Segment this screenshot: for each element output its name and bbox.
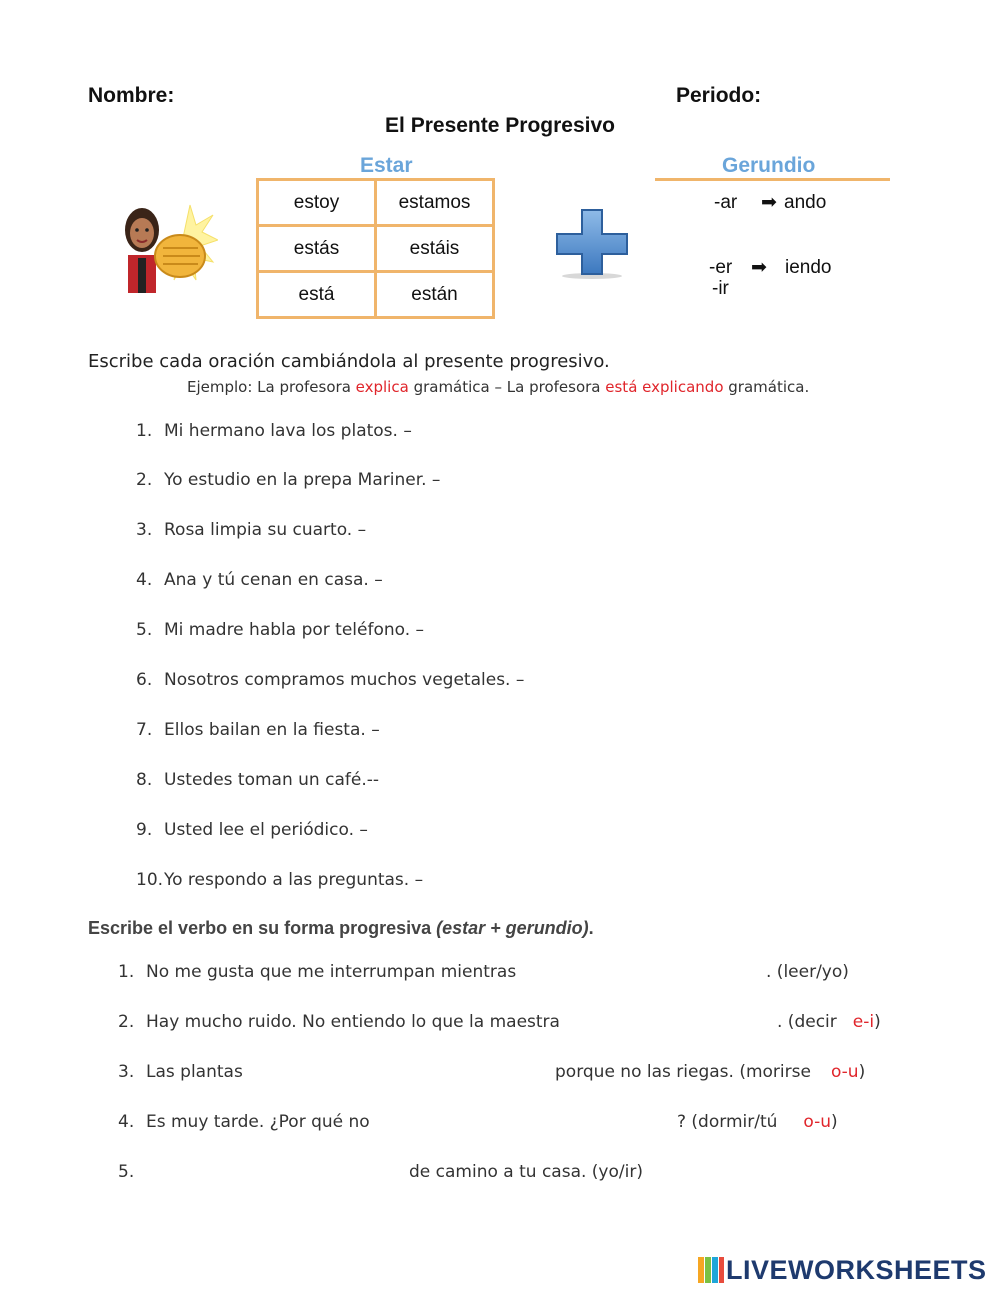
exercise-number: 2.: [118, 1012, 135, 1032]
liveworksheets-logo: LIVEWORKSHEETS: [726, 1255, 987, 1285]
list-item: 1. Mi hermano lava los platos. –: [136, 421, 412, 441]
list-item: 8. Ustedes toman un café.--: [136, 770, 379, 790]
table-cell: estamos: [376, 180, 494, 226]
exercise-number: 1.: [118, 962, 135, 982]
list-item: 6. Nosotros compramos muchos vegetales. –: [136, 670, 525, 690]
exercise-text: Hay mucho ruido. No entiendo lo que la maestra: [146, 1012, 560, 1032]
period-label: Periodo:: [676, 84, 762, 107]
exercise-text: Es muy tarde. ¿Por qué no: [146, 1112, 370, 1132]
exercise-text: Las plantas: [146, 1062, 243, 1082]
rule-ir-ending: -ir: [712, 278, 729, 299]
table-cell: está: [258, 272, 376, 318]
list-item: 10.Yo respondo a las preguntas. –: [136, 870, 424, 890]
list-item: 4. Ana y tú cenan en casa. –: [136, 570, 383, 590]
table-cell: estoy: [258, 180, 376, 226]
list-item: 2. Yo estudio en la prepa Mariner. –: [136, 470, 441, 490]
section1-instruction: Escribe cada oración cambiándola al presente progresivo.: [88, 351, 610, 372]
gerundio-heading: Gerundio: [722, 154, 816, 177]
example-prefix: Ejemplo: La profesora: [187, 378, 356, 396]
arrow-right-icon: ➡: [761, 191, 777, 213]
list-item: 5. Mi madre habla por teléfono. –: [136, 620, 425, 640]
rule-iendo-ending: iendo: [785, 257, 832, 278]
exercise-hint: . (leer/yo): [766, 962, 849, 982]
rule-er-ending: -er: [709, 257, 733, 278]
rule-ar-ending: -ar: [714, 192, 738, 213]
table-cell: están: [376, 272, 494, 318]
exercise-hint: de camino a tu casa. (yo/ir): [409, 1162, 643, 1182]
example-sentence: [187, 378, 809, 396]
list-item: 3. Rosa limpia su cuarto. –: [136, 520, 367, 540]
exercise-hint: . (decir e-i): [777, 1012, 881, 1032]
name-label: Nombre:: [88, 84, 175, 107]
exercise-text: No me gusta que me interrumpan mientras: [146, 962, 517, 982]
example-progressive: está explicando: [605, 378, 724, 396]
rule-ando-ending: ando: [784, 192, 827, 213]
liveworksheets-logo-icon: [698, 1257, 724, 1283]
exercise-number: 5.: [118, 1162, 135, 1182]
gerundio-underline: [655, 178, 890, 181]
page-title: El Presente Progresivo: [385, 114, 615, 137]
table-row: [258, 180, 494, 226]
exercise-hint: porque no las riegas. (morirse o-u): [555, 1062, 866, 1082]
table-cell: estáis: [376, 226, 494, 272]
exercise-number: 4.: [118, 1112, 135, 1132]
exercise-hint: ? (dormir/tú o-u): [677, 1112, 838, 1132]
example-middle: gramática – La profesora: [408, 378, 606, 396]
list-item: 7. Ellos bailan en la fiesta. –: [136, 720, 380, 740]
list-item: 9. Usted lee el periódico. –: [136, 820, 368, 840]
estar-conjugation-table: [256, 178, 495, 319]
plus-icon: [555, 208, 629, 280]
estar-heading: Estar: [360, 154, 413, 177]
avatar-punch-illustration: [118, 200, 218, 295]
exercise-number: 3.: [118, 1062, 135, 1082]
table-row: [258, 226, 494, 272]
table-cell: estás: [258, 226, 376, 272]
table-row: [258, 272, 494, 318]
arrow-right-icon: ➡: [751, 256, 767, 278]
example-suffix: gramática.: [723, 378, 810, 396]
example-verb: explica: [355, 378, 409, 396]
section2-heading: Escribe el verbo en su forma progresiva (estar + gerundio).: [88, 918, 594, 938]
